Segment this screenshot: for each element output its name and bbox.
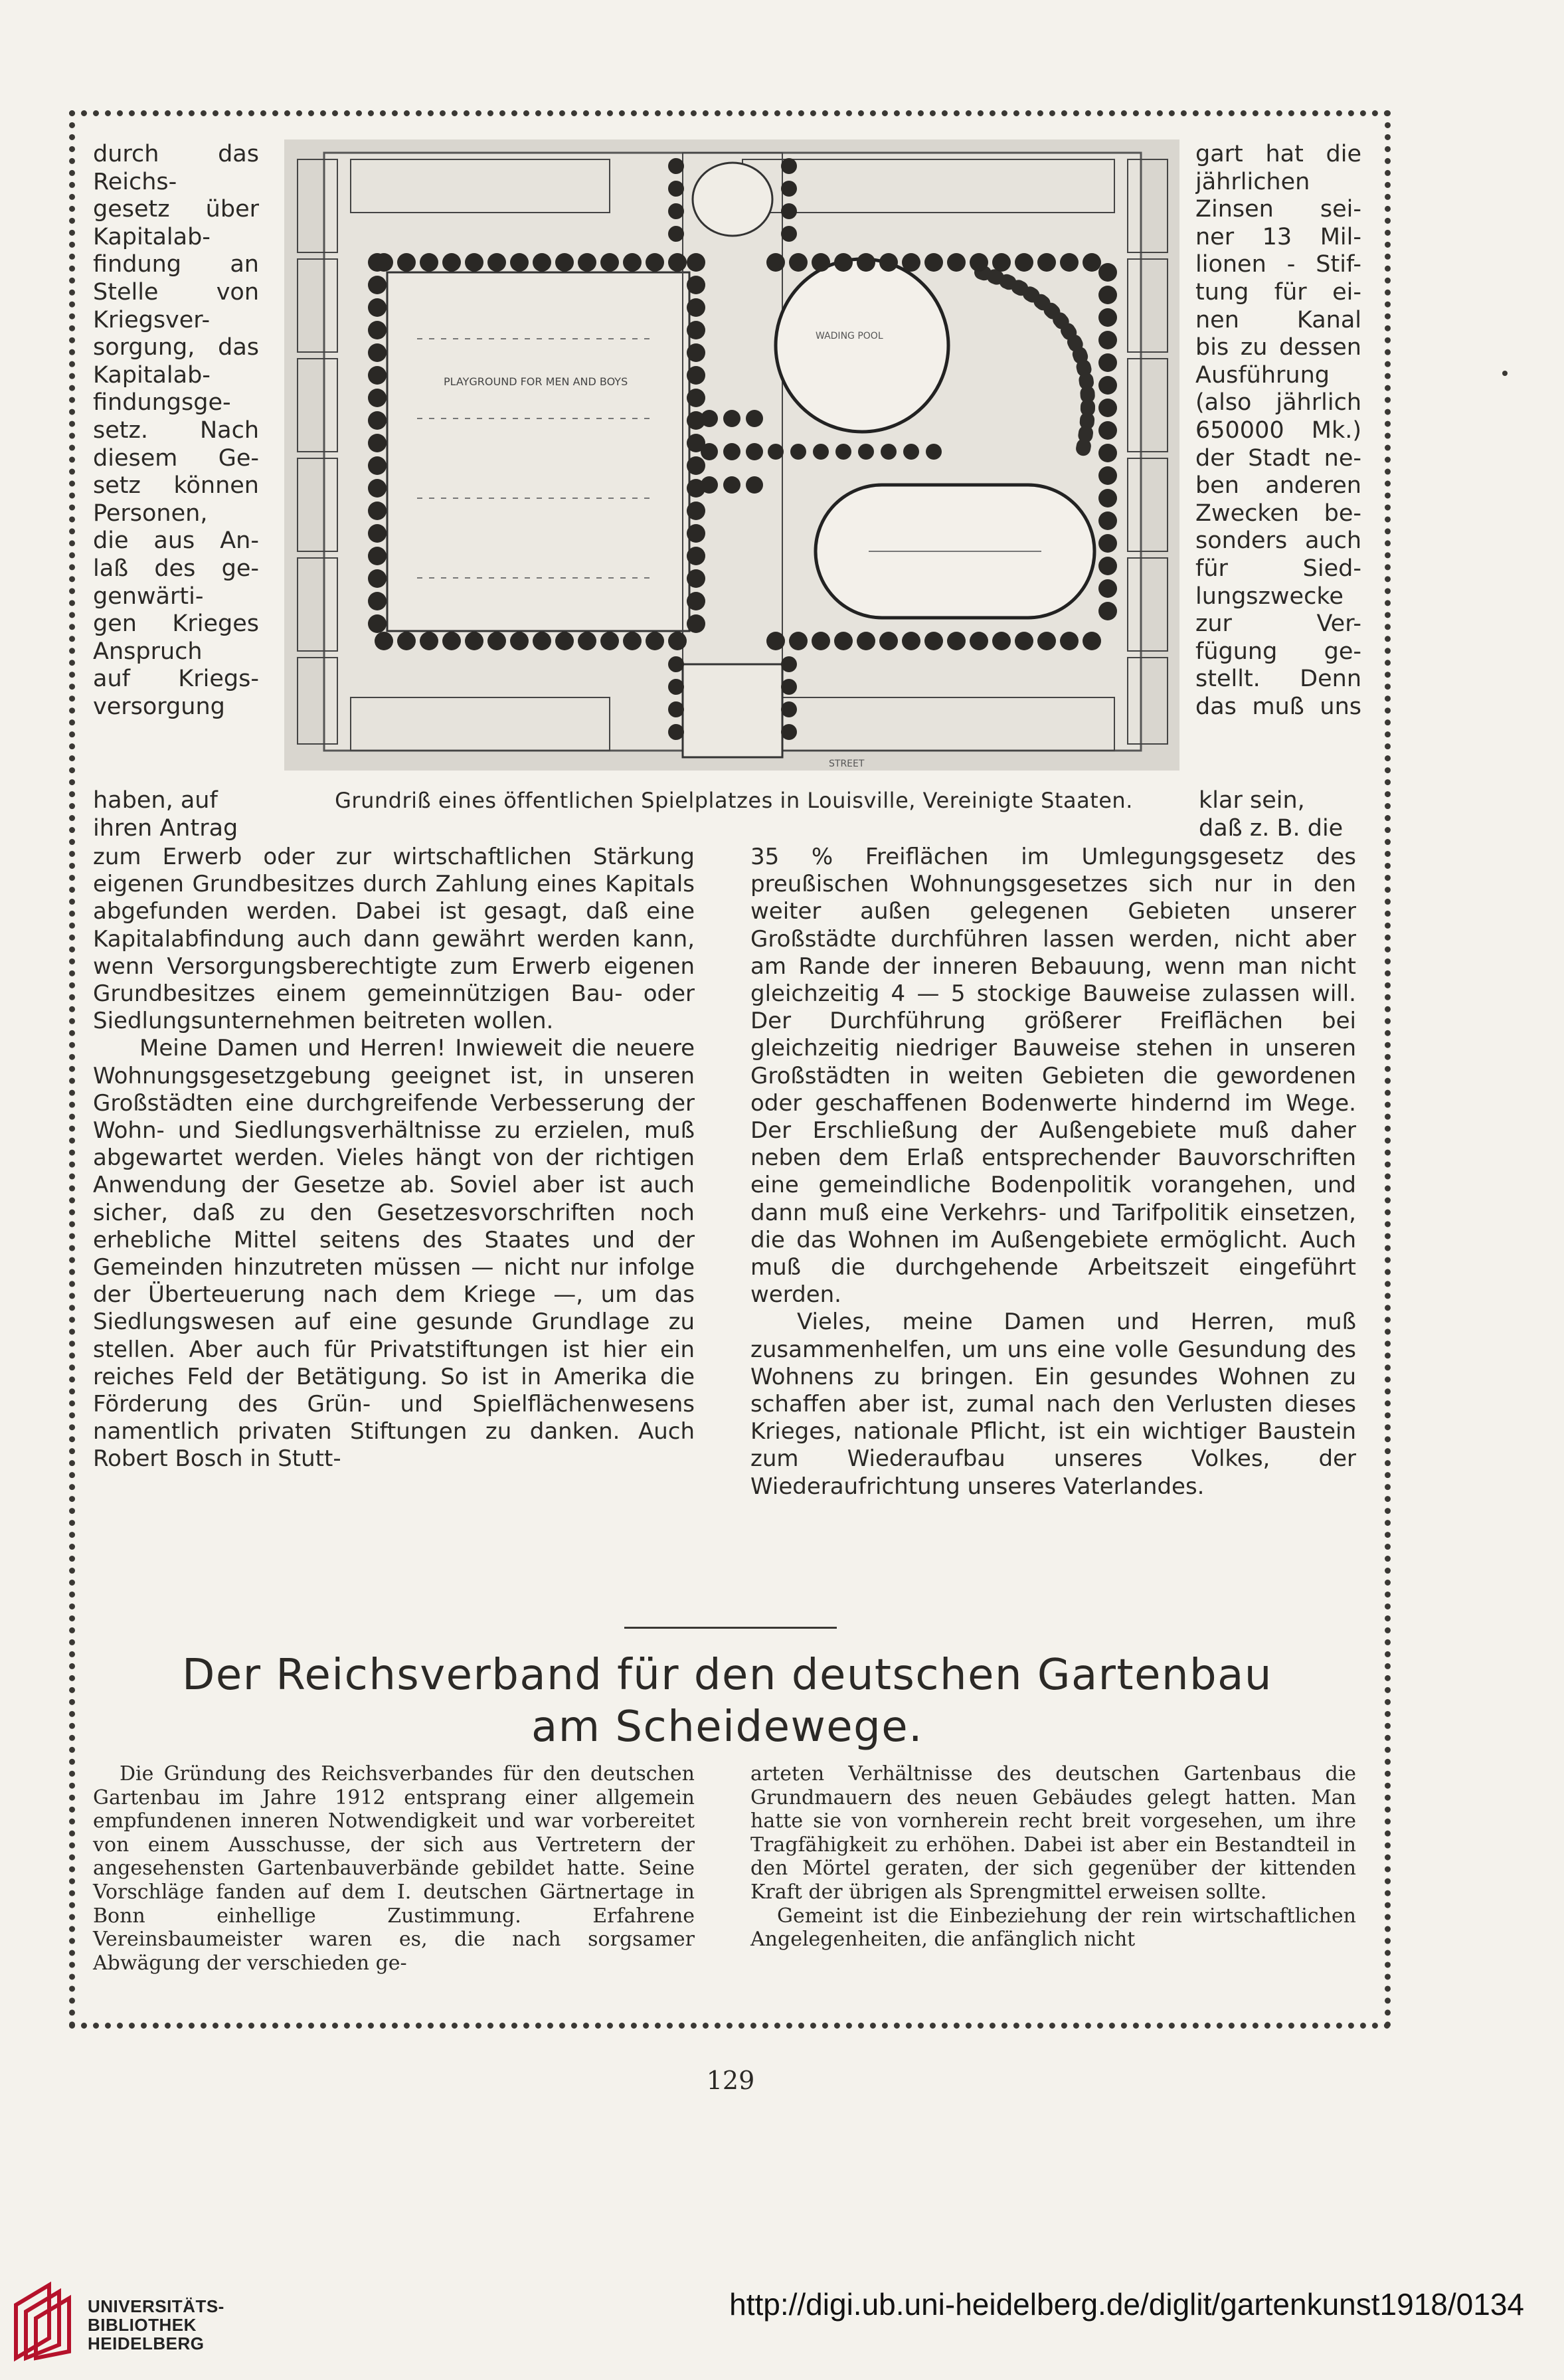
text-line: findungsge- <box>93 389 231 416</box>
tree-mark <box>375 632 393 650</box>
text-line: stellt. Denn <box>1195 666 1361 693</box>
text-line: setz. Nach <box>93 416 259 444</box>
text-line: Personen, <box>93 500 208 527</box>
tree-mark <box>924 253 943 272</box>
tree-mark <box>1098 444 1117 462</box>
tree-mark <box>368 411 387 430</box>
tree-mark <box>723 443 740 460</box>
tree-mark <box>687 389 705 407</box>
tree-mark <box>687 502 705 520</box>
plan-label-1: PLAYGROUND FOR MEN AND BOYS <box>444 375 628 388</box>
text-line: diesem Ge- <box>93 444 259 472</box>
text-line: setz können <box>93 472 259 500</box>
tree-mark <box>1098 466 1117 485</box>
page-number: 129 <box>706 2066 755 2095</box>
tree-mark <box>701 476 718 494</box>
tree-mark <box>368 592 387 610</box>
tree-mark <box>1098 286 1117 304</box>
text-line: für Sied- <box>1195 555 1361 582</box>
tree-mark <box>687 524 705 543</box>
tree-mark <box>533 632 551 650</box>
tree-mark <box>790 444 806 460</box>
tree-mark <box>687 321 705 339</box>
tree-mark <box>668 632 687 650</box>
tree-mark <box>687 614 705 633</box>
text-line: gart hat die <box>1195 141 1361 167</box>
tree-mark <box>668 226 684 242</box>
tree-mark <box>781 203 797 219</box>
text-line: sorgung, das <box>93 334 259 361</box>
tree-mark <box>368 569 387 588</box>
tree-mark <box>368 434 387 452</box>
tree-mark <box>487 632 506 650</box>
text-line: der Stadt ne- <box>1195 444 1361 472</box>
tree-mark <box>668 679 684 695</box>
tree-mark <box>858 444 874 460</box>
tree-mark <box>947 253 966 272</box>
tree-mark <box>368 343 387 362</box>
tree-mark <box>1037 632 1056 650</box>
tree-mark <box>746 443 763 460</box>
text-line: durch das <box>93 141 259 167</box>
tree-mark <box>600 253 619 272</box>
text-line: Kapitalab- <box>93 223 211 250</box>
tree-mark <box>879 253 898 272</box>
tree-mark <box>368 253 387 272</box>
tree-mark <box>1098 308 1117 327</box>
tree-mark <box>368 456 387 475</box>
tree-mark <box>1060 632 1079 650</box>
tree-mark <box>834 632 853 650</box>
text-line: 650000 Mk.) <box>1195 416 1361 444</box>
tree-mark <box>687 343 705 362</box>
lead-left-line-2: ihren Antrag <box>93 815 238 842</box>
tree-mark <box>781 656 797 672</box>
tree-mark <box>1083 632 1101 650</box>
text-line: das muß uns <box>1195 693 1361 720</box>
text-line: Reichs- <box>93 168 177 195</box>
lead-left-line: haben, auf <box>93 787 218 814</box>
main-left-column <box>93 844 695 1473</box>
left-narrow-column <box>93 141 259 721</box>
tree-mark <box>1098 263 1117 282</box>
tree-mark <box>701 410 718 427</box>
plan-label-2: WADING POOL <box>816 331 883 341</box>
tree-mark <box>1037 253 1056 272</box>
tree-mark <box>902 632 920 650</box>
tree-mark <box>600 632 619 650</box>
tree-mark <box>397 253 416 272</box>
tree-mark <box>510 253 529 272</box>
tree-mark <box>1098 534 1117 553</box>
tree-mark <box>970 253 988 272</box>
tree-mark <box>368 502 387 520</box>
tree-mark <box>623 632 642 650</box>
paragraph: Gemeint ist die Einbeziehung der rein wirtschaftlichen Angelegenheiten, die anfänglich nicht <box>750 1904 1356 1952</box>
text-line: die aus An- <box>93 527 259 555</box>
text-line: Anspruch <box>93 638 203 665</box>
tree-mark <box>992 632 1011 650</box>
tree-mark <box>368 276 387 294</box>
text-line: zur Ver- <box>1195 610 1361 638</box>
tree-mark <box>834 253 853 272</box>
tree-mark <box>555 253 574 272</box>
tree-mark <box>723 410 740 427</box>
text-line: findung an <box>93 251 259 278</box>
tree-mark <box>1098 557 1117 575</box>
paragraph: arteten Verhältnisse des deutschen Gartenbaus die Grundmauern des neuen Gebäudes gelegt hatten. Man hatte sie von vornherein recht breit vorgesehen, um ihre Tragfähigkeit zu erhöhen. Dabei ist aber ein Bestandteil in den Mörtel geraten, der sich gegenüber der kittenden Kraft der übrigen als Sprengmittel erweisen sollte. <box>750 1762 1356 1904</box>
text-line: auf Kriegs- <box>93 666 259 693</box>
tree-mark <box>578 253 596 272</box>
tree-mark <box>903 444 919 460</box>
text-line: fügung ge- <box>1195 638 1361 665</box>
tree-mark <box>1098 602 1117 620</box>
tree-mark <box>781 701 797 717</box>
lead-right-line: klar sein, <box>1199 787 1305 814</box>
tree-mark <box>781 181 797 197</box>
tree-mark <box>687 569 705 588</box>
tree-mark <box>368 298 387 317</box>
text-line: gesetz über <box>93 196 259 223</box>
plan-street-label: STREET <box>829 759 865 769</box>
tree-mark <box>1015 253 1033 272</box>
paragraph: zum Erwerb oder zur wirtschaftlichen Stärkung eigenen Grundbesitzes durch Zahlung eines Kapitals abgefunden werden. Dabei ist gesagt, daß eine Kapitalabfindung auch dann gewährt werden kann, wenn Versorgungsberechtigte zum Erwerb eigenen Grundbesitzes einem gemeinnützigen Bau- oder Siedlungsunternehmen beitreten wollen. <box>93 844 695 1035</box>
text-line: genwärti- <box>93 583 204 610</box>
tree-mark <box>746 476 763 494</box>
tree-mark <box>924 632 943 650</box>
tree-mark <box>668 701 684 717</box>
tree-mark <box>668 203 684 219</box>
tree-mark <box>835 444 851 460</box>
tree-mark <box>766 632 785 650</box>
tree-mark <box>970 632 988 650</box>
tree-mark <box>746 410 763 427</box>
article-left-column <box>93 1762 695 1975</box>
tree-mark <box>687 298 705 317</box>
library-name-line-3: HEIDELBERG <box>88 2334 205 2353</box>
tree-mark <box>812 632 830 650</box>
text-line: Zinsen sei- <box>1195 196 1361 223</box>
tree-mark <box>397 632 416 650</box>
tree-mark <box>668 656 684 672</box>
tree-mark <box>1098 421 1117 440</box>
playground-plan-figure <box>284 139 1179 771</box>
tree-mark <box>1098 399 1117 417</box>
article-title-line-1: Der Reichsverband für den deutschen Gartenbau <box>182 1651 1272 1700</box>
text-line: lungszwecke <box>1195 583 1344 610</box>
tree-mark <box>442 253 461 272</box>
library-logo-icon <box>9 2278 82 2365</box>
text-line: jährlichen <box>1195 168 1310 195</box>
tree-mark <box>926 444 942 460</box>
tree-mark <box>623 253 642 272</box>
tree-mark <box>812 253 830 272</box>
tree-mark <box>687 366 705 385</box>
tree-mark <box>668 158 684 174</box>
tree-mark <box>789 632 808 650</box>
text-line: nen Kanal <box>1195 306 1361 333</box>
tree-mark <box>781 158 797 174</box>
tree-mark <box>668 253 687 272</box>
text-line: Zwecken be- <box>1195 500 1361 527</box>
paragraph: 35 % Freiflächen im Umlegungsgesetz des preußischen Wohnungsgesetzes sich nur in den weiter außen gelegenen Gebieten unserer Großstädte durchführen lassen werden, nicht aber am Rande der inneren Bebauung, wenn man nicht gleichzeitig 4 — 5 stockige Bauweise zulassen will. Der Durchführung größerer Freiflächen bei gleichzeitig niedriger Bauweise stehen in unseren Großstädten in weiten Gebieten die gewordenen oder geschaffenen Bodenwerte hindernd im Wege. Der Erschließung der Außengebiete muß daher neben dem Erlaß entsprechender Bauvorschriften eine gemeindliche Bodenpolitik vorangehen, und dann muß eine Verkehrs- und Tarifpolitik einsetzen, die das Wohnen im Außengebiete ermöglicht. Auch muß die durchgehende Arbeitszeit eingeführt werden. <box>750 844 1356 1309</box>
tree-mark <box>510 632 529 650</box>
library-name <box>88 2297 224 2353</box>
tree-mark <box>781 226 797 242</box>
text-line: Stelle von <box>93 278 259 306</box>
text-line: versorgung <box>93 693 225 720</box>
source-url[interactable]: http://digi.ub.uni-heidelberg.de/diglit/gartenkunst1918/0134 <box>729 2287 1524 2322</box>
tree-mark <box>1098 376 1117 395</box>
tree-mark <box>442 632 461 650</box>
article-title-line-2: am Scheidewege. <box>531 1702 923 1752</box>
tree-mark <box>902 253 920 272</box>
tree-mark <box>1098 353 1117 372</box>
tree-mark <box>879 632 898 650</box>
tree-mark <box>668 724 684 740</box>
tree-mark <box>789 253 808 272</box>
tree-mark <box>781 724 797 740</box>
tree-mark <box>368 479 387 498</box>
tree-mark <box>857 253 875 272</box>
text-line: ner 13 Mil- <box>1195 223 1361 250</box>
text-line: laß des ge- <box>93 555 259 582</box>
text-line: bis zu dessen <box>1195 334 1361 361</box>
tree-mark <box>368 524 387 543</box>
tree-mark <box>420 632 438 650</box>
tree-mark <box>992 253 1011 272</box>
right-narrow-column <box>1195 141 1361 721</box>
paragraph: Meine Damen und Herren! Inwieweit die neuere Wohnungsgesetzgebung geeignet ist, in unseren Großstädten eine durchgreifende Verbesserung der Wohn- und Siedlungsverhältnisse zu erzielen, muß abgewartet werden. Vieles hängt von der richtigen Anwendung der Gesetze ab. Soviel aber ist auch sicher, daß zu den Gesetzesvorschriften noch erhebliche Mittel seitens des Staates und der Gemeinden hinzutreten müssen — nicht nur infolge der Überteuerung nach dem Kriege —, um das Siedlungswesen auf eine gesunde Grundlage zu stellen. Aber auch für Privatstiftungen ist hier ein reiches Feld der Betätigung. So ist in Amerika die Förderung des Grün- und Spielflächenwesens namentlich privaten Stiftungen zu danken. Auch Robert Bosch in Stutt- <box>93 1035 695 1473</box>
tree-mark <box>368 547 387 565</box>
tree-mark <box>687 547 705 565</box>
tree-mark <box>533 253 551 272</box>
lead-right-line-2: daß z. B. die <box>1199 815 1344 842</box>
text-line: lionen - Stif- <box>1195 251 1361 278</box>
tree-mark <box>1015 632 1033 650</box>
tree-mark <box>668 181 684 197</box>
text-line: ben anderen <box>1195 472 1361 500</box>
article-title <box>93 1649 1361 1753</box>
tree-mark <box>781 679 797 695</box>
tree-mark <box>465 632 483 650</box>
tree-mark <box>1098 511 1117 530</box>
figure-caption: Grundriß eines öffentlichen Spielplatzes in Louisville, Vereinigte Staaten. <box>335 788 1133 813</box>
tree-mark <box>487 253 506 272</box>
playground-plan-image <box>284 139 1179 771</box>
tree-mark <box>701 443 718 460</box>
text-line: Kriegsver- <box>93 306 211 333</box>
tree-mark <box>368 389 387 407</box>
text-line: gen Krieges <box>93 610 259 638</box>
text-line: Ausführung <box>1195 361 1330 389</box>
tree-mark <box>723 476 740 494</box>
text-line: Kapitalab- <box>93 361 211 389</box>
tree-mark <box>465 253 483 272</box>
tree-mark <box>857 632 875 650</box>
tree-mark <box>881 444 897 460</box>
tree-mark <box>1083 253 1101 272</box>
library-name-line-1: UNIVERSITÄTS- <box>88 2296 224 2316</box>
tree-mark <box>1098 489 1117 507</box>
tree-mark <box>646 253 664 272</box>
tree-mark <box>1098 331 1117 349</box>
ink-dot <box>1502 371 1508 376</box>
text-line: sonders auch <box>1195 527 1361 555</box>
text-line: (also jährlich <box>1195 389 1361 416</box>
tree-mark <box>368 321 387 339</box>
library-name-line-2: BIBLIOTHEK <box>88 2315 197 2335</box>
tree-mark <box>420 253 438 272</box>
tree-mark <box>687 276 705 294</box>
tree-mark <box>766 253 785 272</box>
tree-mark <box>555 632 574 650</box>
main-right-column <box>750 844 1356 1501</box>
tree-mark <box>578 632 596 650</box>
tree-mark <box>687 253 705 272</box>
tree-mark <box>646 632 664 650</box>
tree-mark <box>1060 253 1079 272</box>
paragraph: Die Gründung des Reichsverbandes für den deutschen Gartenbau im Jahre 1912 entsprang einer allgemein empfundenen inneren Notwendigkeit und war vorbereitet von einem Ausschusse, der sich aus Vertretern der angesehensten Gartenbauverbände gebildet hatte. Seine Vorschläge fanden auf dem I. deutschen Gärtnertage in Bonn einhellige Zustimmung. Erfahrene Vereinsbaumeister waren es, die nach sorgsamer Abwägung der verschieden ge- <box>93 1762 695 1975</box>
tree-mark <box>813 444 829 460</box>
tree-mark <box>768 444 784 460</box>
tree-mark <box>687 592 705 610</box>
tree-mark <box>687 456 705 475</box>
article-right-column <box>750 1762 1356 1952</box>
paragraph: Vieles, meine Damen und Herren, muß zusammenhelfen, um uns eine volle Gesundung des Wohnens zu bringen. Ein gesundes Wohnen zu schaffen aber ist, zumal nach den Verlusten dieses Krieges, nationale Pflicht, ist ein wichtiger Baustein zum Wiederaufbau unseres Volkes, der Wiederaufrichtung unseres Vaterlandes. <box>750 1309 1356 1500</box>
tree-mark <box>368 366 387 385</box>
section-divider <box>624 1627 837 1629</box>
tree-mark <box>1098 579 1117 598</box>
tree-mark <box>947 632 966 650</box>
tree-mark <box>368 614 387 633</box>
text-line: tung für ei- <box>1195 278 1361 306</box>
